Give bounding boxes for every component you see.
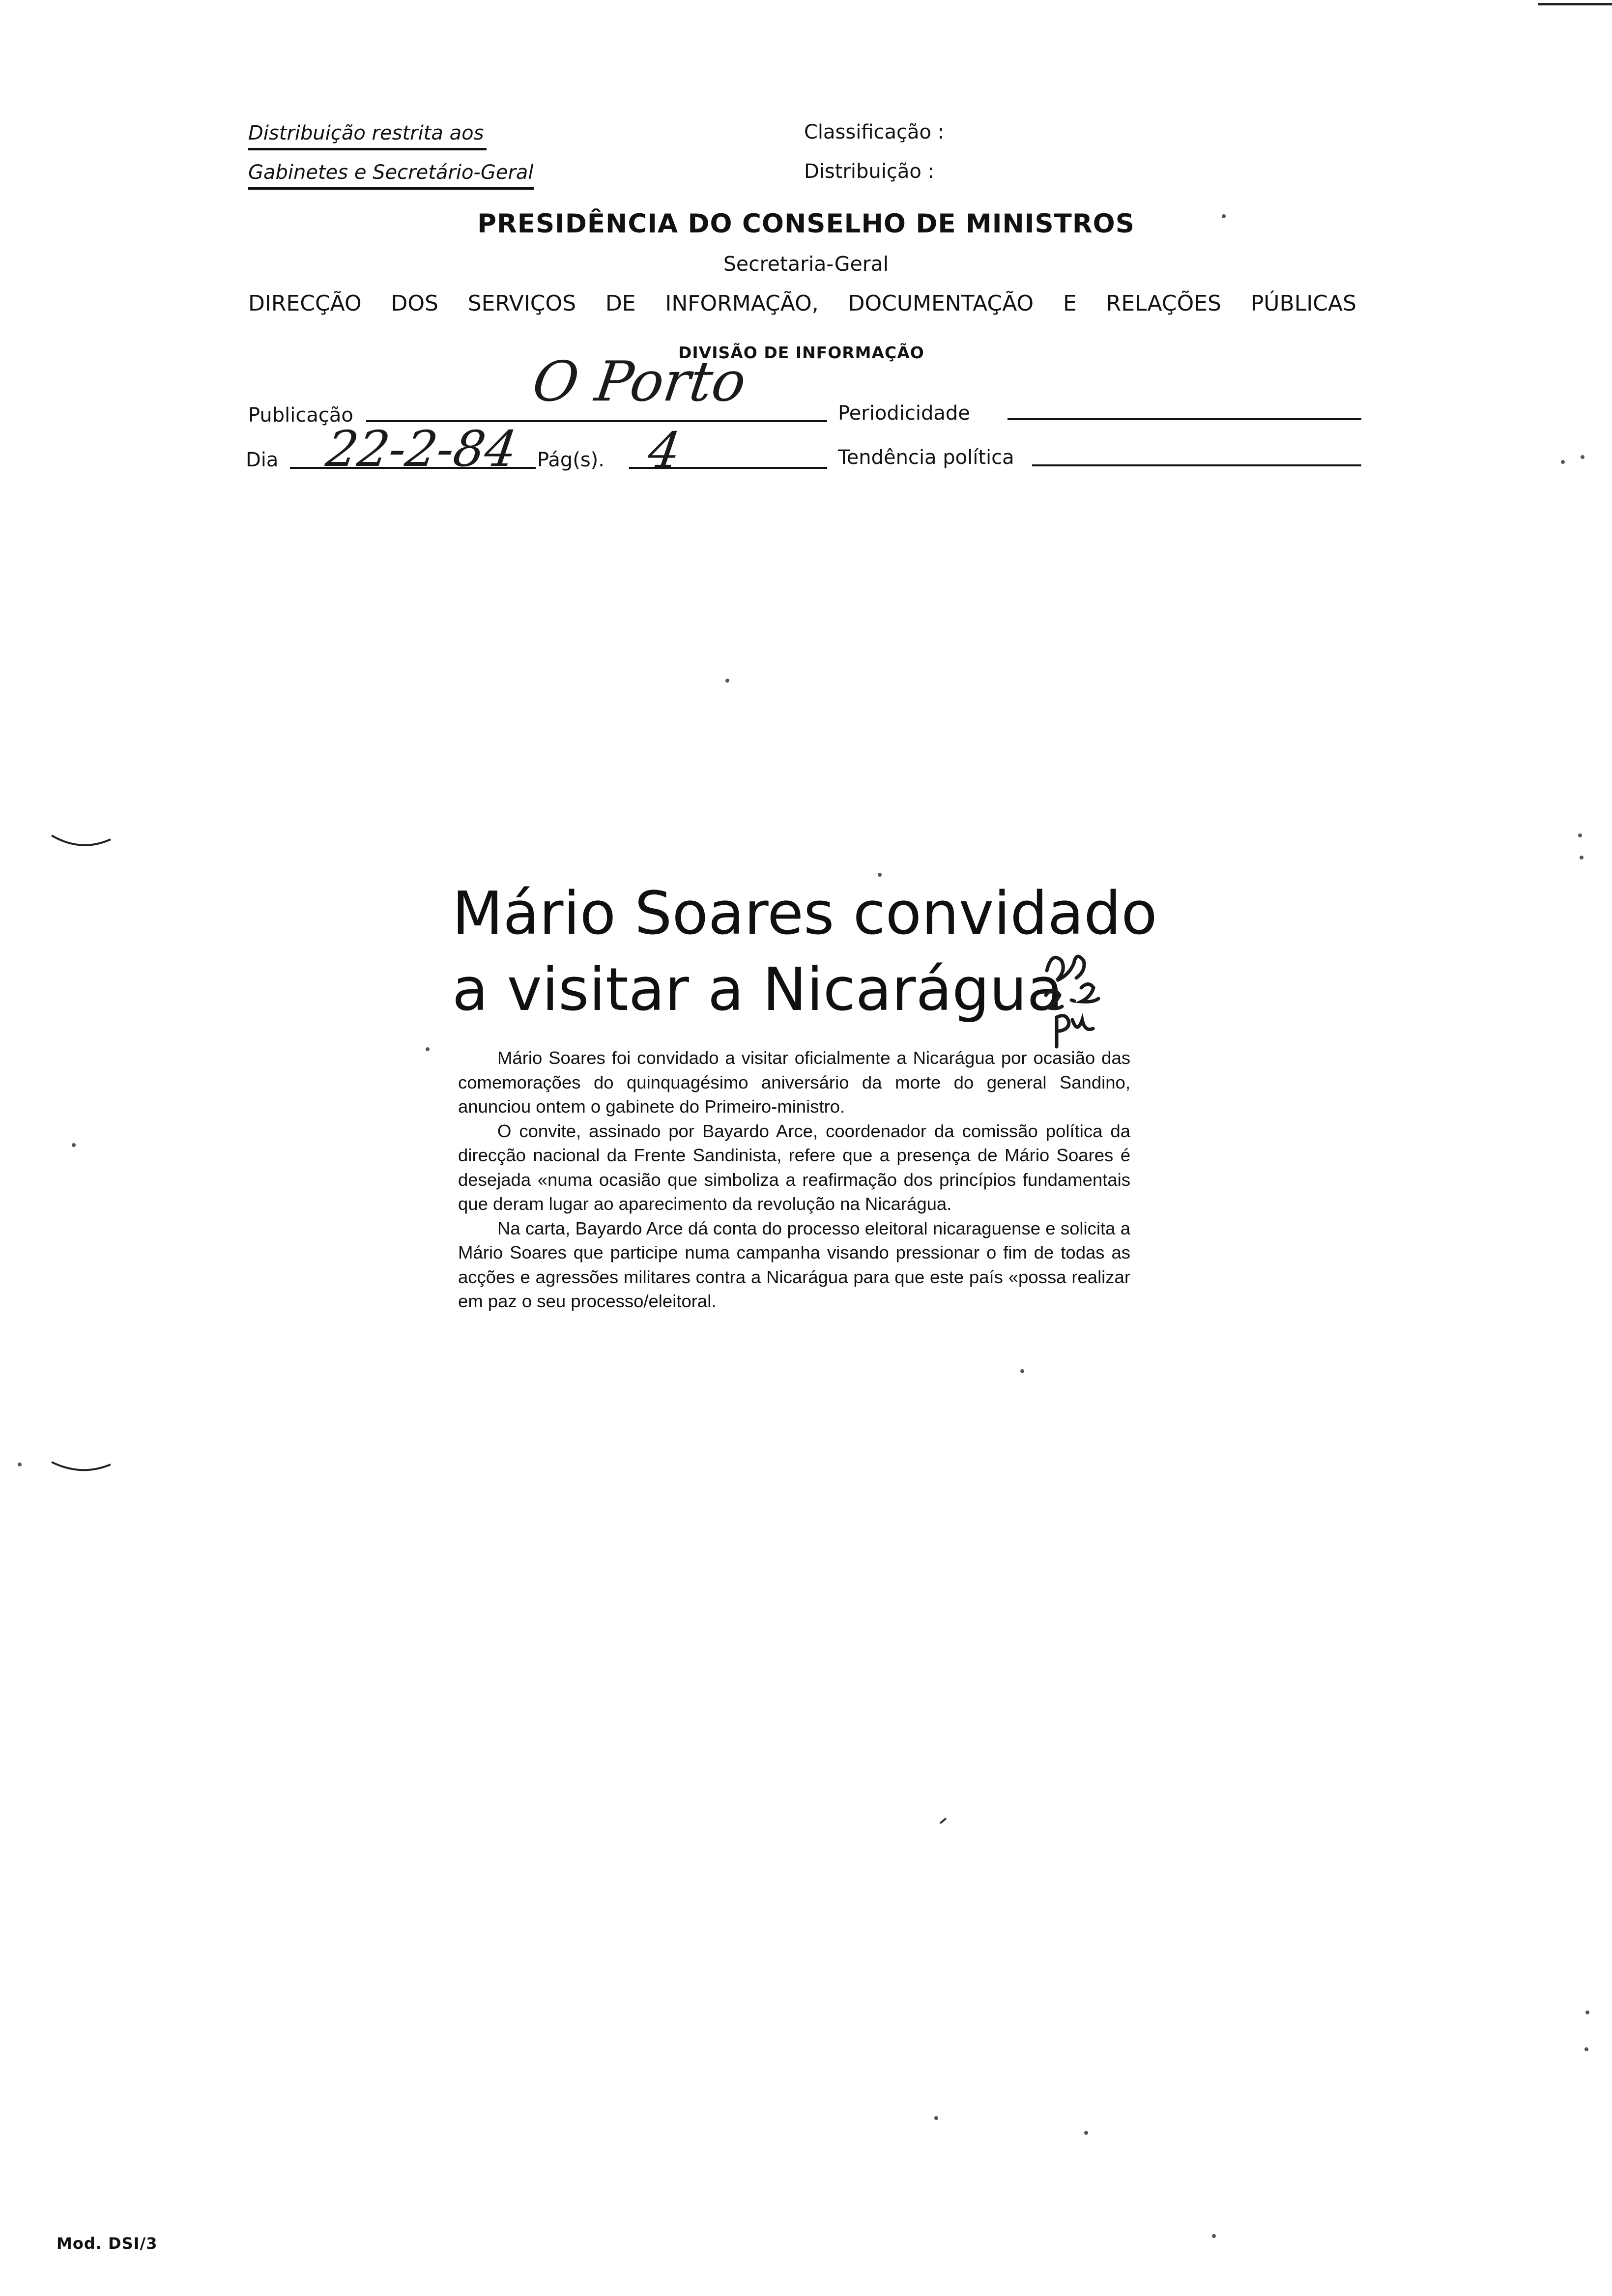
publicacao-label: Publicação	[248, 404, 353, 427]
restriction-note-line1: Distribuição restrita aos	[248, 122, 484, 144]
direccao-word: DOCUMENTAÇÃO	[848, 291, 1034, 316]
article-paragraph: Na carta, Bayardo Arce dá conta do processo eleitoral nicaraguense e solicita a Mário Soares que participe numa campanha visando pressionar o fim de todas as acções e agressões militares contra a Nicarágua para que este país «possa realizar em paz o seu processo/eleitoral.	[458, 1218, 1130, 1311]
distribuicao-label: Distribuição :	[804, 160, 935, 183]
direccao-word: PÚBLICAS	[1250, 291, 1356, 316]
restriction-note-line2: Gabinetes e Secretário-Geral	[248, 161, 534, 184]
article-headline-line1: Mário Soares convidado	[452, 880, 1157, 948]
direccao-word: DE	[605, 291, 636, 316]
article-paragraph: Mário Soares foi convidado a visitar oficialmente a Nicarágua por ocasião das comemorações do quinquagésimo aniversário da morte do general Sandino, anunciou ontem o gabinete do Primeiro-ministro.	[458, 1048, 1130, 1117]
dia-label: Dia	[246, 449, 279, 471]
direccao-word: E	[1063, 291, 1077, 316]
form-code: Mod. DSI/3	[57, 2234, 158, 2253]
divisao-label: DIVISÃO DE INFORMAÇÃO	[678, 343, 924, 362]
org-title: PRESIDÊNCIA DO CONSELHO DE MINISTROS	[477, 209, 1135, 239]
direccao-word: DOS	[391, 291, 438, 316]
direccao-word: INFORMAÇÃO,	[665, 291, 819, 316]
dia-handwritten-value: 22-2-84	[322, 420, 520, 478]
pags-label: Pág(s).	[537, 449, 604, 471]
org-subtitle: Secretaria-Geral	[723, 252, 889, 276]
direccao-word: RELAÇÕES	[1106, 291, 1221, 316]
article-headline-line2: a visitar a Nicarágua	[452, 956, 1063, 1024]
classificacao-label: Classificação :	[804, 121, 945, 144]
publicacao-handwritten-value: O Porto	[528, 350, 750, 414]
pags-handwritten-value: 4	[644, 422, 684, 479]
article-paragraph: O convite, assinado por Bayardo Arce, coordenador da comissão política da direcção nacional da Frente Sandinista, refere que a presença de Mário Soares é desejada «numa ocasião que simboliza a reafirmação dos princípios fundamentais que deram lugar ao aparecimento da revolução na Nicarágua.	[458, 1120, 1130, 1214]
periodicidade-label: Periodicidade	[838, 402, 970, 425]
direccao-word: SERVIÇOS	[467, 291, 576, 316]
tendencia-label: Tendência política	[838, 446, 1014, 469]
direccao-word: DIRECÇÃO	[248, 291, 362, 316]
